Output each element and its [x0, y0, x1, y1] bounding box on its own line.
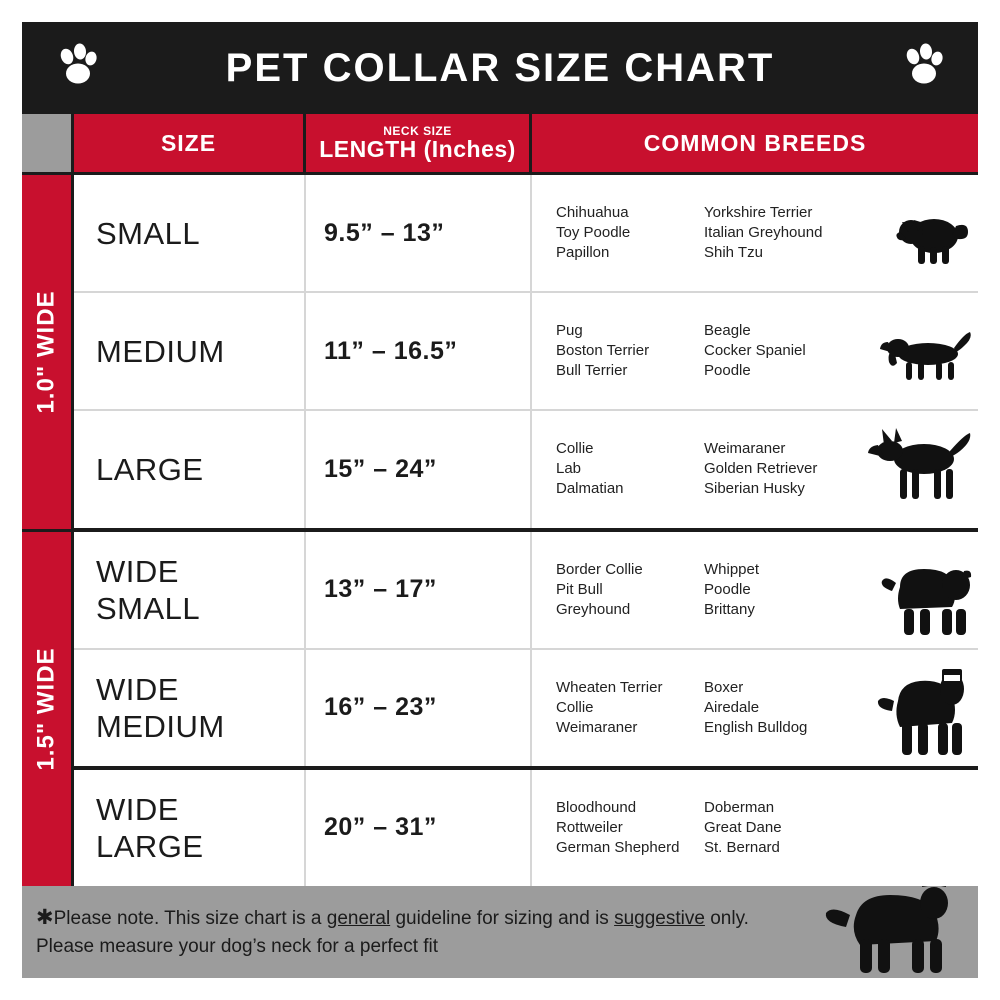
- breed-item: Chihuahua: [556, 204, 629, 222]
- breed-item: Siberian Husky: [704, 480, 805, 498]
- row-length-cell: 16” – 23”: [306, 650, 532, 766]
- width-group-2-label: 1.5" WIDE: [32, 647, 60, 771]
- row-size-line2: LARGE: [96, 828, 204, 864]
- breed-column-2: [704, 321, 854, 381]
- breed-column-1: [556, 560, 704, 620]
- pet-collar-size-chart: [22, 22, 978, 978]
- row-size-cell: [74, 770, 306, 886]
- footer-note: [22, 886, 978, 978]
- footer-text-e: only.: [704, 907, 749, 929]
- page-title: PET COLLAR SIZE CHART: [225, 45, 775, 90]
- row-breeds-cell: [532, 175, 978, 291]
- breed-column-1: [556, 203, 704, 263]
- row-size-line1: MEDIUM: [96, 333, 225, 369]
- breed-item: Whippet: [704, 560, 760, 578]
- breed-item: Toy Poodle: [556, 224, 631, 242]
- table-body-column: [74, 114, 978, 886]
- width-group-header-blank: [22, 114, 74, 175]
- row-length-cell: 20” – 31”: [306, 770, 532, 886]
- breed-item: Boston Terrier: [556, 342, 650, 360]
- breed-item: Boxer: [704, 678, 744, 696]
- breed-item: Collie: [556, 440, 594, 458]
- breed-item: Cocker Spaniel: [704, 342, 806, 360]
- breed-item: Pug: [556, 322, 583, 340]
- shepherd-silhouette-icon: [868, 423, 972, 520]
- row-breeds-cell: [532, 532, 978, 648]
- paw-print-icon: [900, 43, 946, 94]
- breed-item: Poodle: [704, 362, 751, 380]
- breed-item: Airedale: [704, 698, 760, 716]
- breed-item: Border Collie: [556, 560, 643, 578]
- width-group-1-label: 1.0" WIDE: [32, 290, 60, 414]
- breed-item: Great Dane: [704, 818, 782, 836]
- row-breeds-cell: [532, 650, 978, 766]
- table-header-row: [74, 114, 978, 175]
- breed-item: Yorkshire Terrier: [704, 204, 813, 222]
- row-length-cell: 9.5” – 13”: [306, 175, 532, 291]
- paw-print-icon: [54, 43, 100, 94]
- breed-item: Weimaraner: [704, 440, 786, 458]
- bulldog-silhouette-icon: [876, 553, 972, 644]
- table-row: [74, 411, 978, 531]
- width-group-1-band: [22, 175, 74, 532]
- row-breeds-cell: [532, 411, 978, 527]
- row-size-line1: WIDE: [96, 553, 179, 589]
- row-breeds-cell: [532, 293, 978, 409]
- pomeranian-silhouette-icon: [894, 210, 972, 277]
- header-length-inches: LENGTH (Inches): [319, 135, 516, 162]
- header-common-breeds: COMMON BREEDS: [643, 129, 867, 156]
- row-length-cell: 15” – 24”: [306, 411, 532, 527]
- asterisk-icon: ✱: [36, 905, 54, 929]
- header-size: SIZE: [74, 114, 306, 172]
- breed-column-2: [704, 798, 854, 858]
- row-size-line2: MEDIUM: [96, 708, 225, 744]
- breed-item: German Shepherd: [556, 838, 680, 856]
- breed-item: Pit Bull: [556, 580, 603, 598]
- row-size-cell: [74, 411, 306, 527]
- breed-item: Weimaraner: [556, 718, 638, 736]
- breed-column-1: [556, 439, 704, 499]
- breed-column-1: [556, 798, 704, 858]
- table-row: [74, 650, 978, 770]
- footer-text-suggestive: suggestive: [614, 907, 705, 929]
- width-group-2-band: [22, 532, 74, 886]
- size-table: [22, 114, 978, 886]
- breed-item: Lab: [556, 460, 582, 478]
- row-length-cell: 11” – 16.5”: [306, 293, 532, 409]
- breed-item: Wheaten Terrier: [556, 678, 663, 696]
- row-size-cell: [74, 293, 306, 409]
- row-size-line1: WIDE: [96, 791, 179, 827]
- row-size-cell: [74, 650, 306, 766]
- breed-item: Brittany: [704, 600, 755, 618]
- header-length: [306, 114, 532, 172]
- row-breeds-cell: [532, 770, 978, 886]
- row-size-line1: LARGE: [96, 451, 204, 487]
- table-row: [74, 175, 978, 293]
- breed-item: Dalmatian: [556, 480, 624, 498]
- breed-column-2: [704, 203, 854, 263]
- footer-line-2: Please measure your dog’s neck for a perfect fit: [36, 935, 439, 957]
- breed-item: Doberman: [704, 798, 775, 816]
- breed-item: Beagle: [704, 322, 751, 340]
- breed-column-2: [704, 678, 854, 738]
- dachshund-silhouette-icon: [880, 324, 972, 393]
- breed-item: English Bulldog: [704, 718, 808, 736]
- breed-item: Rottweiler: [556, 818, 623, 836]
- chart-header: [22, 22, 978, 114]
- footer-text-a: Please note. This size chart is a: [53, 907, 327, 929]
- breed-item: Collie: [556, 698, 594, 716]
- breed-item: Greyhound: [556, 600, 631, 618]
- breed-item: Poodle: [704, 580, 751, 598]
- breed-item: Golden Retriever: [704, 460, 818, 478]
- row-size-line1: SMALL: [96, 215, 201, 251]
- boxer-silhouette-icon: [876, 661, 972, 766]
- breed-item: Bull Terrier: [556, 362, 628, 380]
- breed-item: Italian Greyhound: [704, 224, 823, 242]
- footer-line-1: [36, 904, 964, 933]
- row-size-line2: SMALL: [96, 590, 201, 626]
- header-neck-size: NECK SIZE: [383, 123, 452, 138]
- footer-text-general: general: [326, 907, 391, 929]
- breed-column-1: [556, 321, 704, 381]
- breed-item: Papillon: [556, 244, 610, 262]
- breed-column-1: [556, 678, 704, 738]
- table-row: [74, 770, 978, 886]
- breed-column-2: [704, 560, 854, 620]
- row-size-cell: [74, 532, 306, 648]
- row-size-line1: WIDE: [96, 671, 179, 707]
- width-group-column: [22, 114, 74, 886]
- breed-item: Shih Tzu: [704, 244, 763, 262]
- row-size-cell: [74, 175, 306, 291]
- breed-item: Bloodhound: [556, 798, 637, 816]
- footer-text-c: guideline for sizing and is: [390, 907, 615, 929]
- breed-item: St. Bernard: [704, 838, 780, 856]
- breed-column-2: [704, 439, 854, 499]
- table-row: [74, 293, 978, 411]
- row-length-cell: 13” – 17”: [306, 532, 532, 648]
- table-row: [74, 532, 978, 650]
